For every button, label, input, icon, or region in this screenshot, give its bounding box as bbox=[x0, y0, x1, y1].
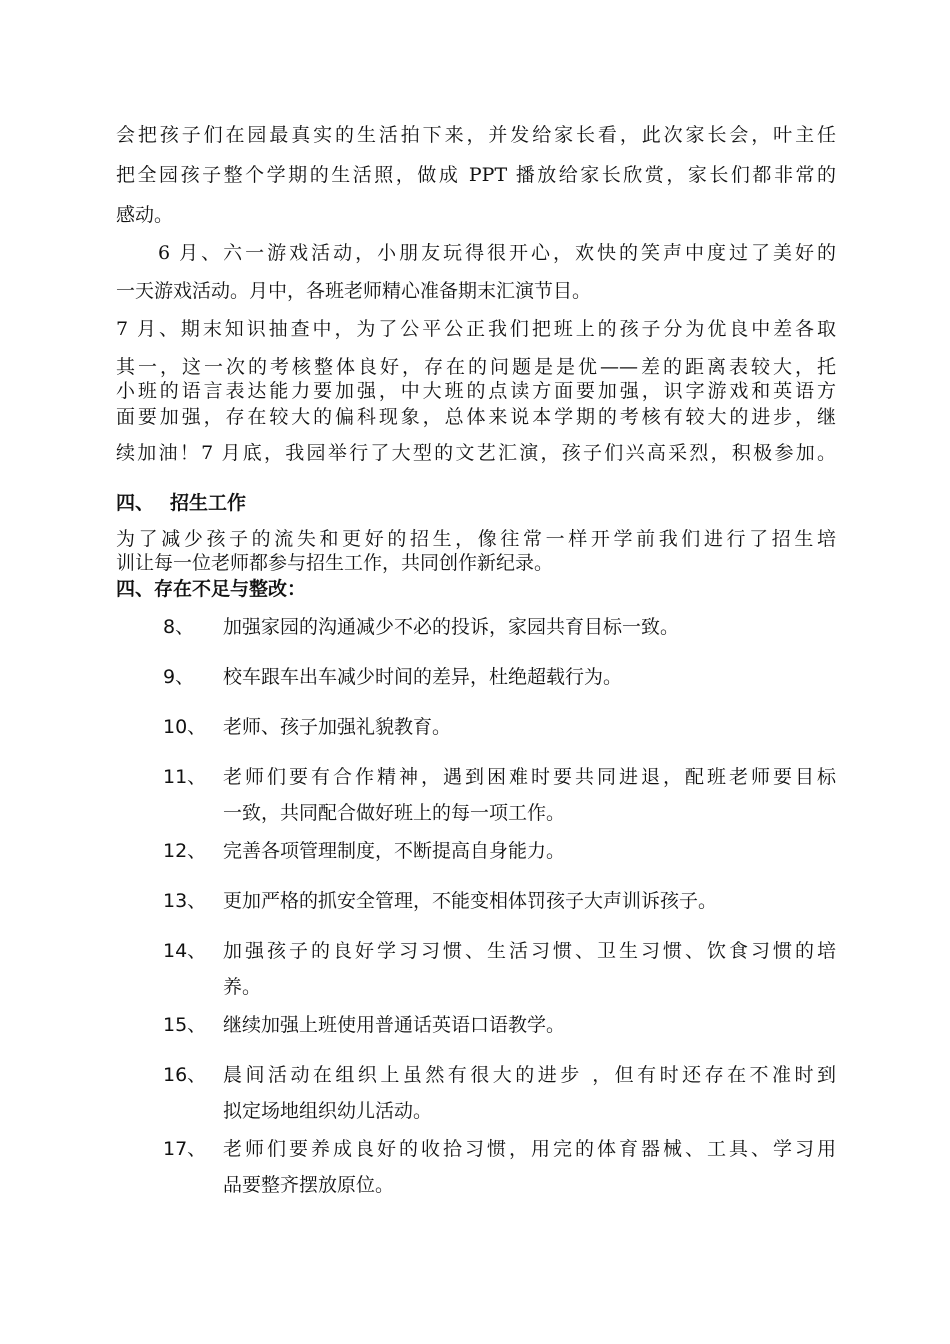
list-item-text: 老师们要有合作精神，遇到困难时要共同进退，配班老师要目标 bbox=[223, 766, 836, 788]
list-item-text: 加强孩子的良好学习习惯、生活习惯、卫生习惯、饮食习惯的培 bbox=[223, 940, 836, 962]
list-item-text: 老师、孩子加强礼貌教育。 bbox=[223, 716, 452, 738]
list-item-text: 晨间活动在组织上虽然有很大的进步 ，但有时还存在不准时到 bbox=[223, 1064, 836, 1086]
section-heading-title: 招生工作 bbox=[170, 492, 247, 514]
list-item-text: 拟定场地组织幼儿活动。 bbox=[223, 1100, 433, 1122]
list-item-number: 12、 bbox=[163, 840, 207, 862]
list-item-number: 10、 bbox=[163, 716, 207, 738]
list-item-text: 加强家园的沟通减少不必的投诉，家园共育目标一致。 bbox=[223, 616, 680, 638]
section-heading: 四、存在不足与整改： bbox=[116, 578, 307, 600]
list-item-number: 14、 bbox=[163, 940, 207, 962]
list-item-text: 更加严格的抓安全管理，不能变相体罚孩子大声训诉孩子。 bbox=[223, 890, 718, 912]
paragraph-line: 为了减少孩子的流失和更好的招生，像往常一样开学前我们进行了招生培 bbox=[116, 528, 836, 550]
paragraph-line: 训让每一位老师都参与招生工作，共同创作新纪录。 bbox=[116, 552, 554, 574]
paragraph-line: 面要加强，存在较大的偏科现象，总体来说本学期的考核有较大的进步，继 bbox=[116, 406, 836, 428]
list-item-text: 老师们要养成良好的收拾习惯，用完的体育器械、工具、学习用 bbox=[223, 1138, 836, 1160]
list-item-number: 8、 bbox=[163, 616, 195, 638]
list-item-text: 品要整齐摆放原位。 bbox=[223, 1174, 395, 1196]
paragraph-line: 一天游戏活动。月中，各班老师精心准备期末汇演节目。 bbox=[116, 280, 592, 302]
list-item-text: 继续加强上班使用普通话英语口语教学。 bbox=[223, 1014, 566, 1036]
list-item-text: 完善各项管理制度，不断提高自身能力。 bbox=[223, 840, 566, 862]
paragraph-line: 其一，这一次的考核整体良好，存在的问题是是优——差的距离表较大，托 bbox=[116, 356, 836, 378]
list-item-text: 校车跟车出车减少时间的差异，杜绝超载行为。 bbox=[223, 666, 623, 688]
paragraph-line: 7 月、期末知识抽查中，为了公平公正我们把班上的孩子分为优良中差各取 bbox=[116, 318, 836, 340]
list-item-number: 17、 bbox=[163, 1138, 207, 1160]
list-item-number: 11、 bbox=[163, 766, 207, 788]
paragraph-line: 小班的语言表达能力要加强，中大班的点读方面要加强，识字游戏和英语方 bbox=[116, 380, 836, 402]
list-item-number: 13、 bbox=[163, 890, 207, 912]
list-item-text: 养。 bbox=[223, 976, 262, 998]
list-item-number: 15、 bbox=[163, 1014, 207, 1036]
paragraph-line: 把全园孩子整个学期的生活照，做成 PPT 播放给家长欣赏，家长们都非常的 bbox=[116, 164, 836, 186]
paragraph-line: 会把孩子们在园最真实的生活拍下来，并发给家长看，此次家长会，叶主任 bbox=[116, 124, 836, 146]
list-item-number: 9、 bbox=[163, 666, 195, 688]
list-item-number: 16、 bbox=[163, 1064, 207, 1086]
paragraph-line: 6 月、六一游戏活动，小朋友玩得很开心，欢快的笑声中度过了美好的 bbox=[158, 242, 836, 264]
paragraph-line: 感动。 bbox=[116, 204, 174, 226]
list-item-text: 一致，共同配合做好班上的每一项工作。 bbox=[223, 802, 566, 824]
paragraph-line: 续加油！7 月底，我园举行了大型的文艺汇演，孩子们兴高采烈，积极参加。 bbox=[116, 442, 836, 464]
section-heading-number: 四、 bbox=[116, 492, 155, 514]
